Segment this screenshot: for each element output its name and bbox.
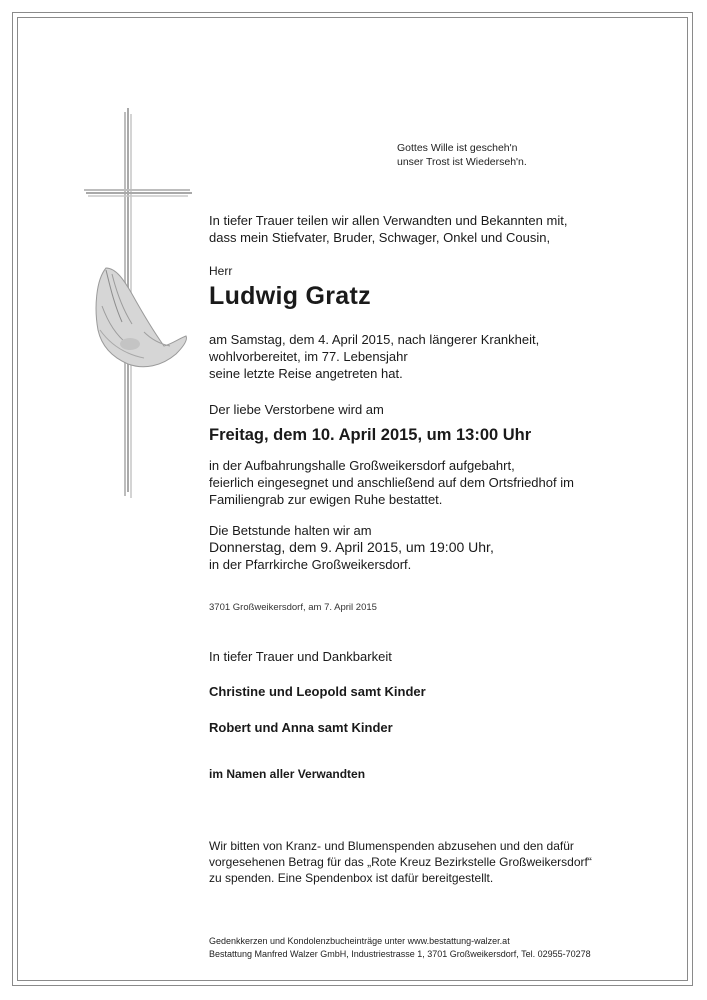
salutation: Herr <box>209 264 233 278</box>
funeral-date: Freitag, dem 10. April 2015, um 13:00 Uhr <box>209 426 532 444</box>
intro-line: In tiefer Trauer teilen wir allen Verwandten und Bekannten mit, <box>209 213 568 228</box>
donation-request <box>209 838 592 886</box>
donation-line: vorgesehenen Betrag für das „Rote Kreuz Bezirkstelle Großweikersdorf“ <box>209 855 592 869</box>
funeral-line: feierlich eingesegnet und anschließend auf dem Ortsfriedhof im <box>209 475 574 490</box>
funeral-intro: Der liebe Verstorbene wird am <box>209 402 384 417</box>
funeral-line: in der Aufbahrungshalle Großweikersdorf aufgebahrt, <box>209 458 515 473</box>
donation-line: zu spenden. Eine Spendenbox ist dafür bereitgestellt. <box>209 871 494 885</box>
prayer-line: Donnerstag, dem 9. April 2015, um 19:00 Uhr, <box>209 539 494 555</box>
prayer-line: Die Betstunde halten wir am <box>209 523 372 538</box>
cross-praying-hands-icon <box>84 108 194 500</box>
place-date: 3701 Großweikersdorf, am 7. April 2015 <box>209 602 377 613</box>
prayer-line: in der Pfarrkirche Großweikersdorf. <box>209 557 412 572</box>
death-notice <box>209 331 539 382</box>
mourner-family: Christine und Leopold samt Kinder <box>209 684 426 699</box>
praying-hands-icon <box>96 268 186 367</box>
donation-line: Wir bitten von Kranz- und Blumenspenden abzusehen und den dafür <box>209 839 574 853</box>
motto-line: unser Trost ist Wiederseh'n. <box>397 156 527 168</box>
mourners-intro: In tiefer Trauer und Dankbarkeit <box>209 649 392 664</box>
death-line: seine letzte Reise angetreten hat. <box>209 366 403 381</box>
intro-line: dass mein Stiefvater, Bruder, Schwager, Onkel und Cousin, <box>209 230 551 245</box>
relatives-note: im Namen aller Verwandten <box>209 767 366 781</box>
footer <box>209 935 591 961</box>
motto-line: Gottes Wille ist gescheh'n <box>397 142 518 154</box>
motto <box>397 141 527 169</box>
deceased-name: Ludwig Gratz <box>209 282 371 310</box>
funeral-details <box>209 457 574 508</box>
death-line: wohlvorbereitet, im 77. Lebensjahr <box>209 349 408 364</box>
footer-line: Gedenkkerzen und Kondolenzbucheinträge unter www.bestattung-walzer.at <box>209 936 510 946</box>
death-line: am Samstag, dem 4. April 2015, nach längerer Krankheit, <box>209 332 540 347</box>
footer-line: Bestattung Manfred Walzer GmbH, Industriestrasse 1, 3701 Großweikersdorf, Tel. 02955-70278 <box>209 949 591 959</box>
mourner-family: Robert und Anna samt Kinder <box>209 720 393 735</box>
funeral-line: Familiengrab zur ewigen Ruhe bestattet. <box>209 492 443 507</box>
prayer-details <box>209 522 494 573</box>
intro-text <box>209 212 567 246</box>
